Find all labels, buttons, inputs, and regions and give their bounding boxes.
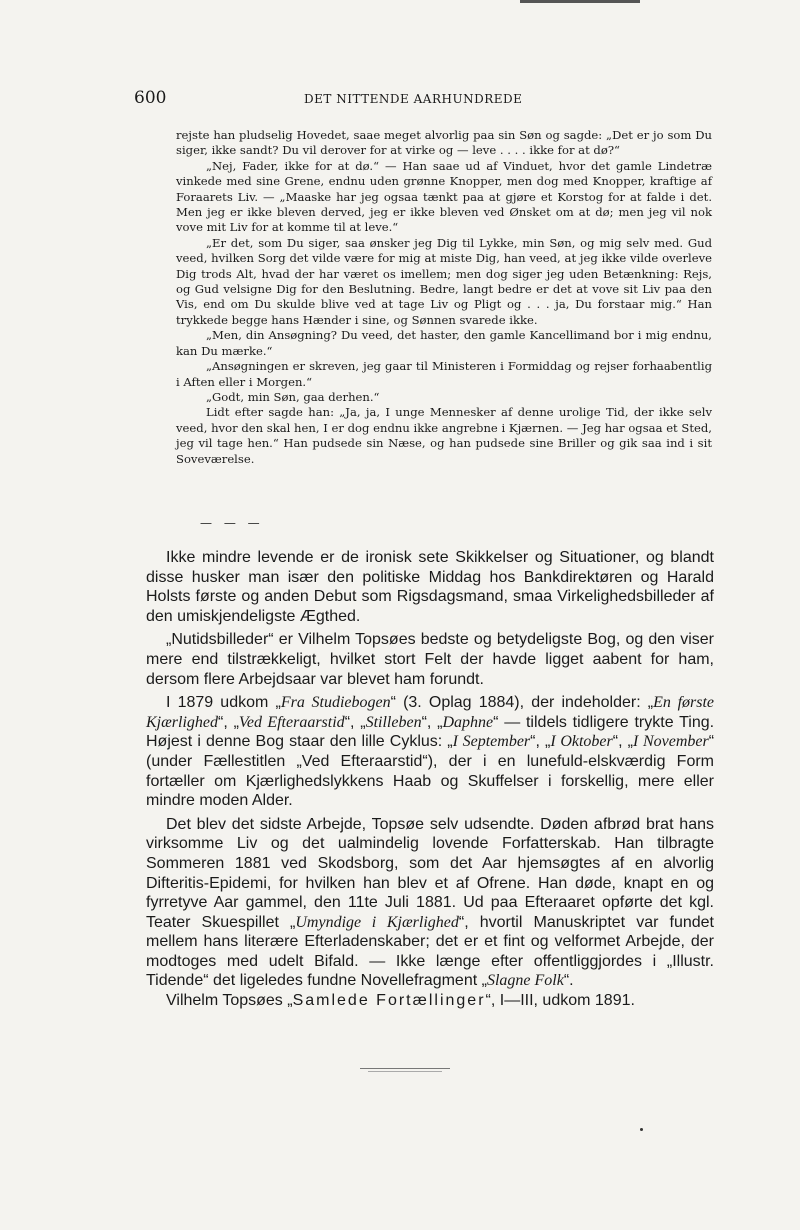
work-title: Ved Efteraarstid [238, 713, 345, 731]
text-run: “, „ [612, 733, 633, 751]
text-run: Vilhelm Topsøes „ [166, 992, 293, 1010]
text-run: “, „ [218, 713, 239, 731]
work-title: I November [632, 733, 709, 751]
work-title: Stilleben [365, 713, 422, 731]
quote-paragraph: „Men, din Ansøgning? Du veed, det haster, den gamle Kancellimand bor i mig endnu, kan Du mærke.“ [176, 328, 712, 358]
work-title: I Oktober [550, 733, 613, 751]
work-title: Slagne Folk [486, 972, 564, 990]
text-run: “ (3. Oplag 1884), der indeholder: „ [390, 694, 654, 712]
text-run: “, „ [421, 713, 443, 731]
text-run: “. [563, 972, 574, 990]
quote-paragraph: Lidt efter sagde han: „Ja, ja, I unge Mennesker af denne urolige Tid, der ikke selv veed, hvor den skal hen, I er dog endnu ikke angrebne i Kjærnen. — Jeg har ogsaa et Sted, jeg vil tage hen.“ Han pudsede sin Næse, og han pudsede sine Briller og gik saa ind i sit Soveværelse. [176, 405, 712, 466]
body-paragraph [146, 991, 714, 1011]
body-paragraph: Ikke mindre levende er de ironisk sete Skikkelser og Situationer, og blandt disse husker man især den politiske Middag hos Bankdirektøren og Harald Holsts første og anden Debut som Rigsdagsmand, smaa Virkelighedsbilleder af den umiskjendeligste Ægthed. [146, 549, 714, 625]
running-title: DET NITTENDE AARHUNDREDE [304, 92, 523, 106]
text-run: “, „ [344, 713, 366, 731]
quote-paragraph: „Godt, min Søn, gaa derhen.“ [206, 389, 380, 404]
quoted-excerpt [176, 128, 712, 467]
text-run: “, I—III, udkom 1891. [485, 992, 635, 1010]
text-run: “ — tildels tidligere trykte Ting. Højest i denne Bog staar den lille Cyklus: „ [146, 713, 715, 751]
page-header [134, 88, 694, 112]
body-paragraph [146, 693, 714, 811]
quote-paragraph: „Nej, Fader, ikke for at dø.“ — Han saae ud af Vinduet, hvor det gamle Lindetræ vinkede med sine Grene, endnu uden grønne Knopper, men dog med Knopper, kraftige af Foraarets Liv. — „Maaske har jeg ogsaa tænkt paa at gjøre et Korstog for at falde i det. Men jeg er ikke bleven derved, jeg er ikke bleven ved Ønsket om at dø; men jeg vil nok vove mit Liv for at komme til at leve.“ [176, 158, 712, 235]
body-paragraph [146, 815, 714, 991]
text-run: “, „ [530, 733, 551, 751]
text-run: “ (under Fællestitlen „Ved Efteraarstid“), der i en lunefuld-elskværdig Form fortæller om Kjærlighedslykkens Haab og Skuffelser i forskellig, mere eller mindre moden Alder. [146, 733, 715, 810]
body-paragraph: „Nutidsbilleder“ er Vilhelm Topsøes bedste og betydeligste Bog, og den viser mere end tilstrækkeligt, hvilket stort Felt der havde ligget aabent for ham, dersom flere Arbejdsaar var blevet ham forundt. [146, 631, 714, 688]
quote-paragraph: rejste han pludselig Hovedet, saae meget alvorlig paa sin Søn og sagde: „Det er jo som Du siger, ikke sandt? Du vil derover for at virke og — leve . . . . ikke for at dø?“ [176, 128, 712, 158]
quote-paragraph: „Ansøgningen er skreven, jeg gaar til Ministeren i Formiddag og rejser forhaabentlig i Aften eller i Morgen.“ [176, 359, 712, 389]
scan-edge-mark [520, 0, 640, 3]
work-title: En første Kjærlighed [146, 694, 715, 731]
section-divider [368, 1071, 442, 1072]
work-title: Fra Studiebogen [280, 694, 391, 712]
print-speck [640, 1128, 643, 1131]
section-end-mark: — — — [200, 516, 264, 530]
main-text [146, 548, 714, 1011]
text-run: I 1879 udkom „ [166, 694, 281, 712]
text-run: Det blev det sidste Arbejde, Topsøe selv udsendte. Døden afbrød brat hans virksomme Liv og det ualmindelig lovende Forfatterskab. Han tilbragte Sommeren 1881 ved Skodsborg, som det Aar hjemsøgtes af en alvorlig Difteritis-Epidemi, for hvilken han blev et af Ofrene. Han døde, knapt en og fyrretyve Aar gammel, den 11te Juli 1881. Ud paa Efteraaret opførte det kgl. Teater Skuespillet „ [146, 815, 714, 931]
section-divider [360, 1068, 450, 1069]
work-title: Daphne [442, 713, 494, 731]
text-run: “, hvortil Manuskriptet var fundet mellem hans literære Efterladenskaber; det er et fint og velformet Arbejde, der modtoges med udelt Bifald. — Ikke længe efter offentliggjordes i „Illustr. Tidende“ det ligeledes fundne Novellefragment „ [146, 913, 714, 990]
work-title: Samlede Fortællinger [292, 992, 486, 1010]
quote-paragraph: „Er det, som Du siger, saa ønsker jeg Dig til Lykke, min Søn, og mig selv med. Gud veed, hvilken Sorg det vilde være for mig at miste Dig, han veed, at jeg ikke vilde overleve Dig trods Alt, hvad der har været os imellem; men dog siger jeg uden Betænkning: Rejs, og Gud velsigne Dig for den Beslutning. Bedre, langt bedre er det at vove sit Liv paa den Vis, end om Du skulde blive ved at tage Liv og Pligt og . . . ja, Du forstaar mig.“ Han trykkede begge hans Hænder i sine, og Sønnen svarede ikke. [176, 235, 712, 327]
work-title: Umyndige i Kjærlighed [295, 913, 459, 931]
work-title: I September [452, 733, 531, 751]
page-number: 600 [134, 88, 167, 108]
